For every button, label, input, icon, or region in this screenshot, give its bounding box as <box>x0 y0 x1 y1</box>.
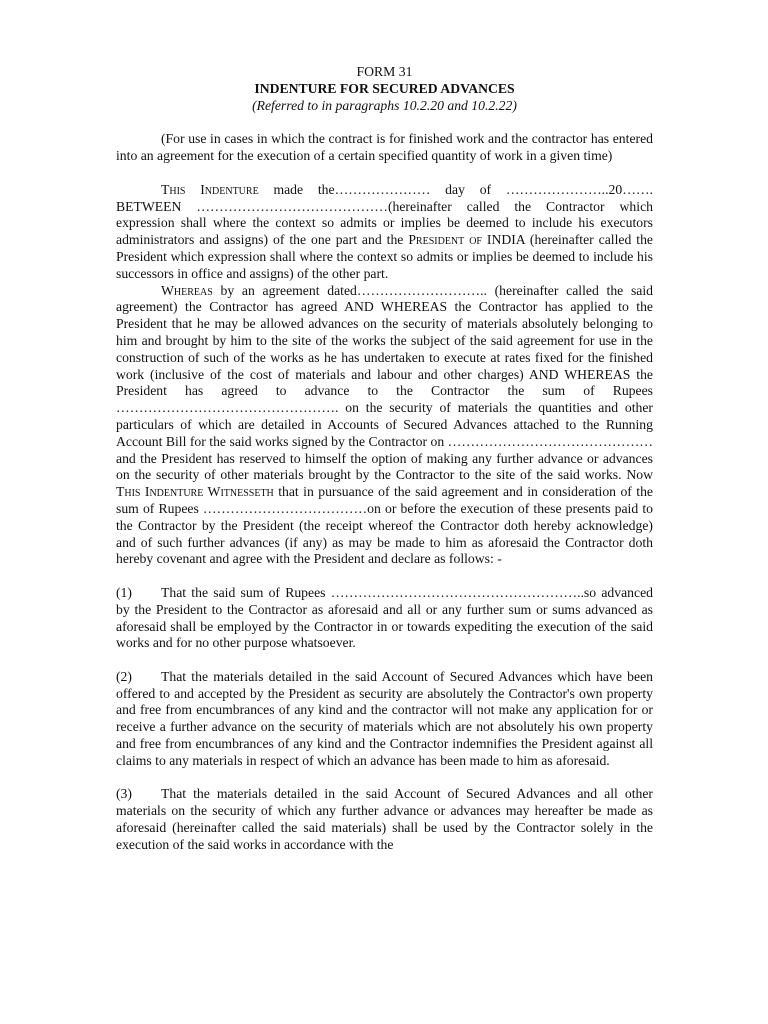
document-page <box>116 64 653 854</box>
document-title: INDENTURE FOR SECURED ADVANCES <box>254 80 515 96</box>
clause-1 <box>116 585 653 652</box>
document-subtitle: (Referred to in paragraphs 10.2.20 and 10.2.22) <box>252 97 517 113</box>
spacer <box>116 568 653 585</box>
whereas-paragraph <box>116 283 653 569</box>
small-caps-phrase: Whereas <box>161 282 213 298</box>
clause-3 <box>116 786 653 853</box>
clause-2 <box>116 669 653 770</box>
paragraph-text: made the………………… day of …………………..20……. BETWEEN ……………………………………(hereinafter called the Contractor which expression shall where the context so admits or implies be deemed to include his executors administrators and assigns) of the one part and the <box>116 181 653 248</box>
intro-paragraph: (For use in cases in which the contract is for finished work and the contractor has entered into an agreement for the execution of a certain specified quantity of work in a given time) <box>116 131 653 164</box>
spacer <box>116 114 653 131</box>
spacer <box>116 165 653 182</box>
small-caps-phrase: President of <box>408 232 482 248</box>
clause-text: That the materials detailed in the said Account of Secured Advances which have been offered to and accepted by the President as security are absolutely the Contractor's own property and free from encumbrances of any kind and the contractor will not make any application for or receive a further advance on the security of materials which are not absolutely his own property and free from encumbrances of any kind and the Contractor indemnifies the President against all claims to any materials in respect of which an advance has been made to him as aforesaid. <box>116 668 653 768</box>
clause-number: (3) <box>116 786 132 802</box>
clause-number: (1) <box>116 584 132 600</box>
small-caps-phrase: This Indenture <box>161 181 259 197</box>
paragraph-text: that in pursuance of the said agreement and in consideration of the sum of Rupees ………………………………on or before the execution of these presents paid to the Contractor by the President (the receipt whereof the Contractor doth hereby acknowledge) and of such further advances (if any) as may be made to him as aforesaid the Contractor doth hereby covenant and agree with the President and declare as follows: - <box>116 484 653 567</box>
spacer <box>116 652 653 669</box>
form-number: FORM 31 <box>356 64 413 79</box>
paragraph-text: INDIA (hereinafter called the President which expression shall where the context so admits or implies be deemed to include his successors in office and assigns) of the other part. <box>116 232 653 281</box>
paragraph-text: by an agreement dated……………………….. (hereinafter called the said agreement) the Contractor has agreed AND WHEREAS the Contractor has applied to the President that he may be allowed advances on the security of materials absolutely belonging to him and brought by him to the site of the works the subject of the said agreement for use in the construction of such of the works as he has undertaken to execute at rates fixed for the finished work (inclusive of the cost of materials and labour and other charges) AND WHEREAS the President has agreed to advance to the Contractor the sum of Rupees …………………………………………. on the security of materials the quantities and other particulars of which are detailed in Accounts of Secured Advances attached to the Running Account Bill for the said works signed by the Contractor on ………………………………………and the President has reserved to himself the option of making any further advance or advances on the security of other materials brought by the Contractor to the site of the said works. Now <box>116 282 653 483</box>
clause-text: That the said sum of Rupees ………………………………………………..so advanced by the President to the Contractor as aforesaid and all or any further sum or sums advanced as aforesaid shall be employed by the Contractor in or towards expediting the execution of the said works and for no other purpose whatsoever. <box>116 584 653 651</box>
spacer <box>116 770 653 787</box>
clause-text: That the materials detailed in the said Account of Secured Advances and all other materials on the security of which any further advance or advances may hereafter be made as aforesaid (hereinafter called the said materials) shall be used by the Contractor solely in the execution of the said works in accordance with the <box>116 786 653 852</box>
indenture-paragraph <box>116 182 653 283</box>
clause-number: (2) <box>116 668 132 684</box>
small-caps-phrase: This Indenture Witnesseth <box>116 484 274 500</box>
